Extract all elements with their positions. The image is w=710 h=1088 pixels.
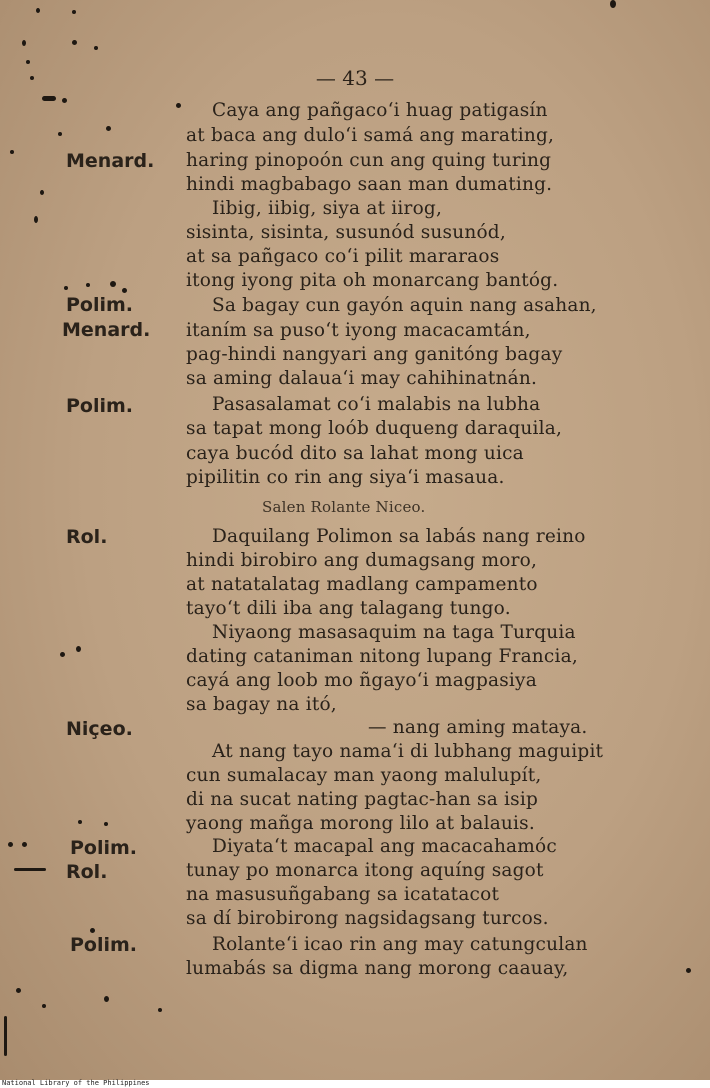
ink-speck: [22, 40, 26, 46]
verse-line: hindi magbabago saan man dumating.: [186, 174, 553, 195]
verse-line: at natatalatag madlang campamento: [186, 574, 538, 595]
ink-speck: [104, 996, 109, 1002]
ink-speck: [42, 1004, 46, 1008]
verse-line: — nang aming mataya.: [368, 717, 588, 738]
ink-speck: [62, 98, 67, 103]
verse-line: sa dí birobirong nagsidagsang turcos.: [186, 908, 549, 929]
speaker-polim: Polim.: [66, 395, 134, 417]
verse-line: Niyaong masasaquim na taga Turquia: [212, 622, 576, 643]
ink-speck: [106, 126, 111, 131]
verse-line: pipilitin co rin ang siya‘i masaua.: [186, 467, 505, 488]
verse-line: sa aming dalaua‘i may cahihinatnán.: [186, 368, 538, 389]
verse-line: Caya ang pañgaco‘i huag patigasín: [212, 100, 548, 121]
ink-speck: [90, 928, 95, 933]
verse-line: Daquilang Polimon sa labás nang reino: [212, 526, 586, 547]
verse-line: at sa pañgaco co‘i pilit mararaos: [186, 246, 500, 267]
ink-speck: [10, 150, 14, 154]
ink-speck: [22, 842, 27, 847]
verse-line: pag-hindi nangyari ang ganitóng bagay: [186, 344, 563, 365]
speaker-rol: Rol.: [66, 861, 108, 883]
speaker-polim: Polim.: [66, 294, 134, 316]
verse-line: itong iyong pita oh monarcang bantóg.: [186, 270, 559, 291]
library-credit: National Library of the Philippines: [2, 1079, 150, 1087]
verse-line: tayo‘t dili iba ang talagang tungo.: [186, 598, 511, 619]
page-number: — 43 —: [315, 66, 395, 90]
verse-line: caya bucód dito sa lahat mong uica: [186, 443, 524, 464]
ink-speck: [122, 288, 127, 293]
speaker-menard: Menard.: [66, 150, 155, 172]
ink-speck: [158, 1008, 162, 1012]
verse-line: yaong mañga morong lilo at balauis.: [186, 813, 535, 834]
ink-speck: [58, 132, 62, 136]
ink-speck: [76, 646, 81, 652]
speaker-polim: Polim.: [70, 934, 138, 956]
speaker-rol: Rol.: [66, 526, 108, 548]
verse-line: at baca ang dulo‘i samá ang marating,: [186, 125, 555, 146]
verse-line: lumabás sa digma nang morong caauay,: [186, 958, 569, 979]
speaker-niceo: Niçeo.: [66, 718, 133, 740]
verse-line: Iibig, iibig, siya at iirog,: [212, 198, 443, 219]
speaker-polim: Polim.: [70, 837, 138, 859]
verse-line: dating cataniman nitong lupang Francia,: [186, 646, 578, 667]
ink-speck: [14, 868, 46, 871]
ink-speck: [104, 822, 108, 826]
ink-speck: [72, 40, 77, 45]
ink-speck: [110, 281, 116, 287]
verse-line: haring pinopoón cun ang quing turing: [186, 150, 552, 171]
ink-speck: [86, 283, 90, 287]
ink-speck: [40, 190, 44, 195]
ink-speck: [78, 820, 82, 824]
ink-speck: [72, 10, 76, 14]
ink-speck: [34, 216, 38, 223]
verse-line: cayá ang loob mo ñgayo‘i magpasiya: [186, 670, 537, 691]
verse-line: Rolante‘i icao rin ang may catungculan: [212, 934, 588, 955]
verse-line: na masusuñgabang sa icatatacot: [186, 884, 500, 905]
verse-line: tunay po monarca itong aquíng sagot: [186, 860, 544, 881]
ink-speck: [176, 103, 181, 108]
verse-line: sa bagay na itó,: [186, 694, 337, 715]
ink-speck: [26, 60, 30, 64]
ink-speck: [42, 96, 56, 101]
verse-line: Diyata‘t macapal ang macacahamóc: [212, 836, 557, 857]
verse-line: Pasasalamat co‘i malabis na lubha: [212, 394, 541, 415]
ink-speck: [30, 76, 34, 80]
ink-speck: [8, 842, 13, 847]
verse-line: hindi birobiro ang dumagsang moro,: [186, 550, 538, 571]
verse-line: di na sucat nating pagtac-han sa isip: [186, 789, 539, 810]
verse-line: sa tapat mong loób duqueng daraquila,: [186, 418, 563, 439]
stage-direction: Salen Rolante Niceo.: [262, 498, 426, 516]
ink-speck: [64, 286, 68, 290]
ink-speck: [94, 46, 98, 50]
verse-line: cun sumalacay man yaong malulupít,: [186, 765, 542, 786]
ink-speck: [60, 652, 65, 657]
ink-speck: [36, 8, 40, 13]
verse-line: At nang tayo nama‘i di lubhang maguipit: [212, 741, 604, 762]
ink-speck: [4, 1016, 7, 1056]
verse-line: sisinta, sisinta, susunód susunód,: [186, 222, 506, 243]
speaker-menard: Menard.: [62, 319, 151, 341]
verse-line: itaním sa puso‘t iyong macacamtán,: [186, 320, 531, 341]
ink-speck: [16, 988, 21, 993]
ink-speck: [610, 0, 616, 8]
ink-speck: [686, 968, 691, 973]
verse-line: Sa bagay cun gayón aquin nang asahan,: [212, 295, 597, 316]
